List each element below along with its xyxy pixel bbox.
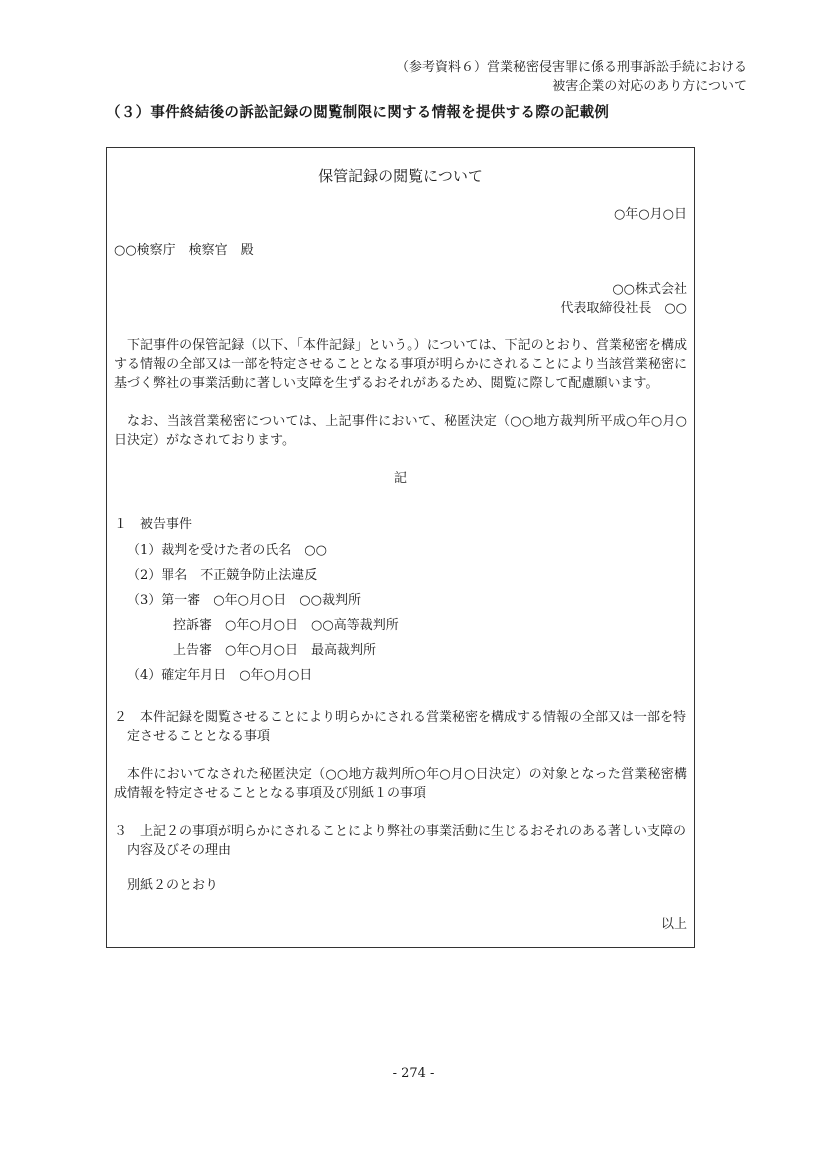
page-number: - 274 - — [392, 1066, 435, 1081]
item2-body: 本件においてなされた秘匿決定（○○地方裁判所○年○月○日決定）の対象となった営業秘密構成情報を特定させることとなる事項及び別紙１の事項 — [114, 767, 687, 801]
item1-first-instance: （3）第一審 ○年○月○日 ○○裁判所 — [127, 593, 361, 608]
item3-heading: ３ 上記２の事項が明らかにされることにより弊社の事業活動に生じるおそれのある著しい支障の内容及びその理由 — [114, 824, 687, 858]
ki-heading: 記 — [393, 471, 407, 486]
item1-heading: １ 被告事件 — [114, 517, 193, 532]
document-title: 保管記録の閲覧について — [318, 167, 483, 185]
item2-heading: ２ 本件記録を閲覧させることにより明らかにされる営業秘密を構成する情報の全部又は一部を特定させることとなる事項 — [114, 710, 687, 744]
document-date: ○年○月○日 — [613, 207, 687, 222]
item3-body: 別紙２のとおり — [127, 878, 219, 893]
item1-defendant-name: （1）裁判を受けた者の氏名 ○○ — [127, 543, 327, 558]
addressee: ○○検察庁 検察官 殿 — [114, 243, 254, 258]
closing-mark: 以上 — [660, 917, 687, 932]
item1-charge: （2）罪名 不正競争防止法違反 — [127, 568, 318, 583]
body-paragraph-2: なお、当該営業秘密については、上記事件において、秘匿決定（○○地方裁判所平成○年○月○日決定）がなされております。 — [114, 414, 687, 448]
sample-document-box — [106, 147, 695, 948]
body-paragraph-1: 下記事件の保管記録（以下、「本件記録」という。）については、下記のとおり、営業秘密を構成する情報の全部又は一部を特定させることとなる事項が明らかにされることにより当該営業秘密に基づく弊社の事業活動に著しい支障を生ずるおそれがあるため、閲覧に際して配慮願います。 — [114, 338, 687, 391]
item1-finalization-date: （4）確定年月日 ○年○月○日 — [127, 668, 313, 683]
item1-final-appeal-instance: 上告審 ○年○月○日 最高裁判所 — [173, 643, 377, 658]
reference-note-line1: （参考資料６）営業秘密侵害罪に係る刑事訴訟手続における — [395, 60, 747, 75]
item1-appeal-instance: 控訴審 ○年○月○日 ○○高等裁判所 — [173, 618, 399, 633]
reference-note — [396, 58, 747, 96]
sender-name: 代表取締役社長 ○○ — [560, 301, 687, 316]
reference-note-line2: 被害企業の対応のあり方について — [552, 79, 747, 94]
sender-company: ○○株式会社 — [612, 282, 687, 297]
section-heading: （３）事件終結後の訴訟記録の閲覧制限に関する情報を提供する際の記載例 — [106, 105, 610, 121]
